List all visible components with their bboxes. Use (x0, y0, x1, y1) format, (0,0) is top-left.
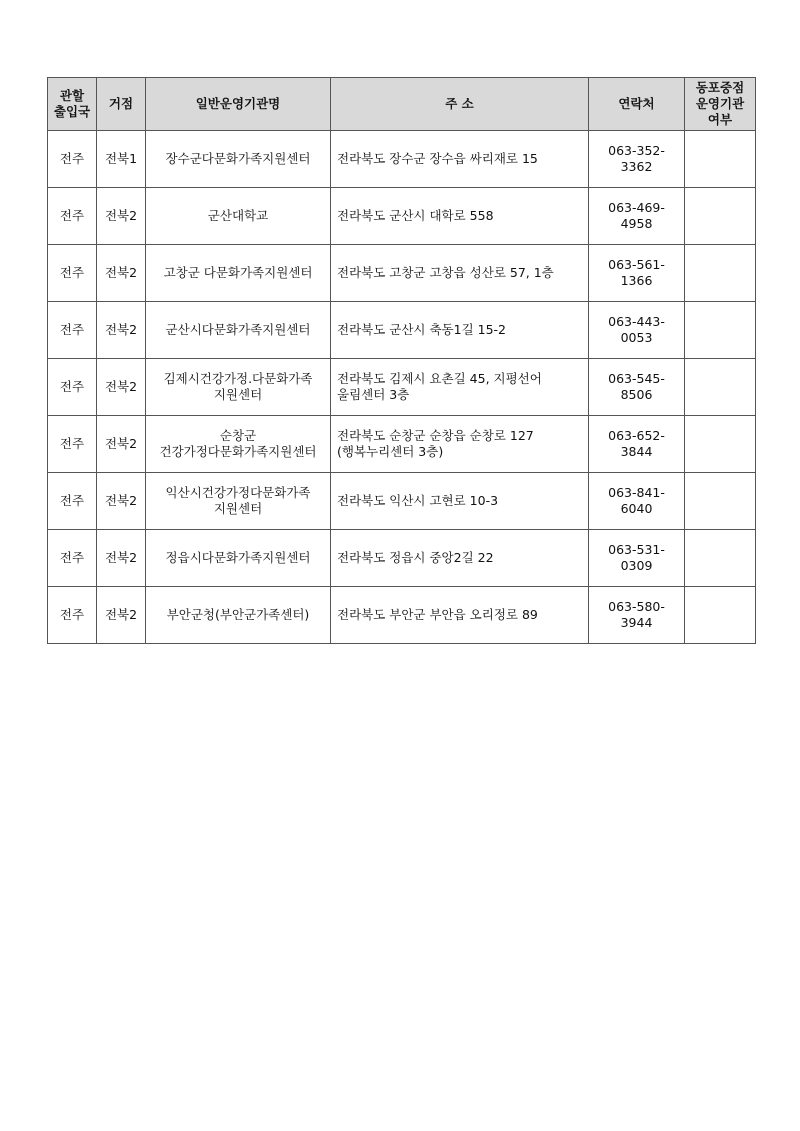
cell-office: 전주 (48, 188, 97, 245)
table-row (48, 188, 756, 245)
table-row (48, 530, 756, 587)
cell-org-name: 순창군 건강가정다문화가족지원센터 (146, 416, 331, 473)
cell-contact: 063-352-3362 (589, 131, 685, 188)
cell-address: 전라북도 군산시 축동1길 15-2 (331, 302, 589, 359)
cell-contact: 063-531-0309 (589, 530, 685, 587)
cell-org-name: 김제시건강가정.다문화가족 지원센터 (146, 359, 331, 416)
organization-table (47, 77, 756, 644)
cell-org-name: 고창군 다문화가족지원센터 (146, 245, 331, 302)
cell-korean-chinese (685, 359, 756, 416)
cell-base: 전북2 (97, 587, 146, 644)
cell-korean-chinese (685, 188, 756, 245)
table-row (48, 473, 756, 530)
cell-korean-chinese (685, 245, 756, 302)
cell-address: 전라북도 김제시 요촌길 45, 지평선어 울림센터 3층 (331, 359, 589, 416)
cell-org-name: 정읍시다문화가족지원센터 (146, 530, 331, 587)
cell-korean-chinese (685, 131, 756, 188)
cell-contact: 063-545-8506 (589, 359, 685, 416)
cell-contact: 063-561-1366 (589, 245, 685, 302)
header-office: 관할 출입국 (48, 78, 97, 131)
cell-org-name: 장수군다문화가족지원센터 (146, 131, 331, 188)
cell-address: 전라북도 익산시 고현로 10-3 (331, 473, 589, 530)
cell-office: 전주 (48, 359, 97, 416)
table-header (48, 78, 756, 131)
cell-base: 전북2 (97, 530, 146, 587)
table-row (48, 587, 756, 644)
header-korean-chinese: 동포중점 운영기관 여부 (685, 78, 756, 131)
cell-base: 전북2 (97, 188, 146, 245)
cell-office: 전주 (48, 131, 97, 188)
cell-base: 전북2 (97, 359, 146, 416)
cell-base: 전북2 (97, 245, 146, 302)
cell-contact: 063-469-4958 (589, 188, 685, 245)
table-row (48, 359, 756, 416)
cell-korean-chinese (685, 416, 756, 473)
cell-org-name: 익산시건강가정다문화가족 지원센터 (146, 473, 331, 530)
table-row (48, 131, 756, 188)
table-row (48, 245, 756, 302)
header-org-name: 일반운영기관명 (146, 78, 331, 131)
cell-office: 전주 (48, 587, 97, 644)
cell-address: 전라북도 부안군 부안읍 오리정로 89 (331, 587, 589, 644)
cell-office: 전주 (48, 416, 97, 473)
header-contact: 연락처 (589, 78, 685, 131)
cell-korean-chinese (685, 530, 756, 587)
cell-contact: 063-652-3844 (589, 416, 685, 473)
cell-base: 전북2 (97, 302, 146, 359)
header-address: 주 소 (331, 78, 589, 131)
cell-base: 전북2 (97, 473, 146, 530)
cell-address: 전라북도 군산시 대학로 558 (331, 188, 589, 245)
cell-address: 전라북도 고창군 고창읍 성산로 57, 1층 (331, 245, 589, 302)
table-row (48, 416, 756, 473)
cell-contact: 063-841-6040 (589, 473, 685, 530)
cell-office: 전주 (48, 302, 97, 359)
cell-office: 전주 (48, 530, 97, 587)
cell-org-name: 부안군청(부안군가족센터) (146, 587, 331, 644)
cell-base: 전북1 (97, 131, 146, 188)
table-row (48, 302, 756, 359)
cell-org-name: 군산대학교 (146, 188, 331, 245)
cell-korean-chinese (685, 473, 756, 530)
header-base: 거점 (97, 78, 146, 131)
header-row (48, 78, 756, 131)
cell-address: 전라북도 순창군 순창읍 순창로 127 (행복누리센터 3층) (331, 416, 589, 473)
cell-address: 전라북도 장수군 장수읍 싸리재로 15 (331, 131, 589, 188)
cell-org-name: 군산시다문화가족지원센터 (146, 302, 331, 359)
cell-contact: 063-580-3944 (589, 587, 685, 644)
cell-korean-chinese (685, 587, 756, 644)
cell-base: 전북2 (97, 416, 146, 473)
cell-contact: 063-443-0053 (589, 302, 685, 359)
cell-office: 전주 (48, 245, 97, 302)
cell-korean-chinese (685, 302, 756, 359)
cell-address: 전라북도 정읍시 중앙2길 22 (331, 530, 589, 587)
table-body (48, 131, 756, 644)
cell-office: 전주 (48, 473, 97, 530)
